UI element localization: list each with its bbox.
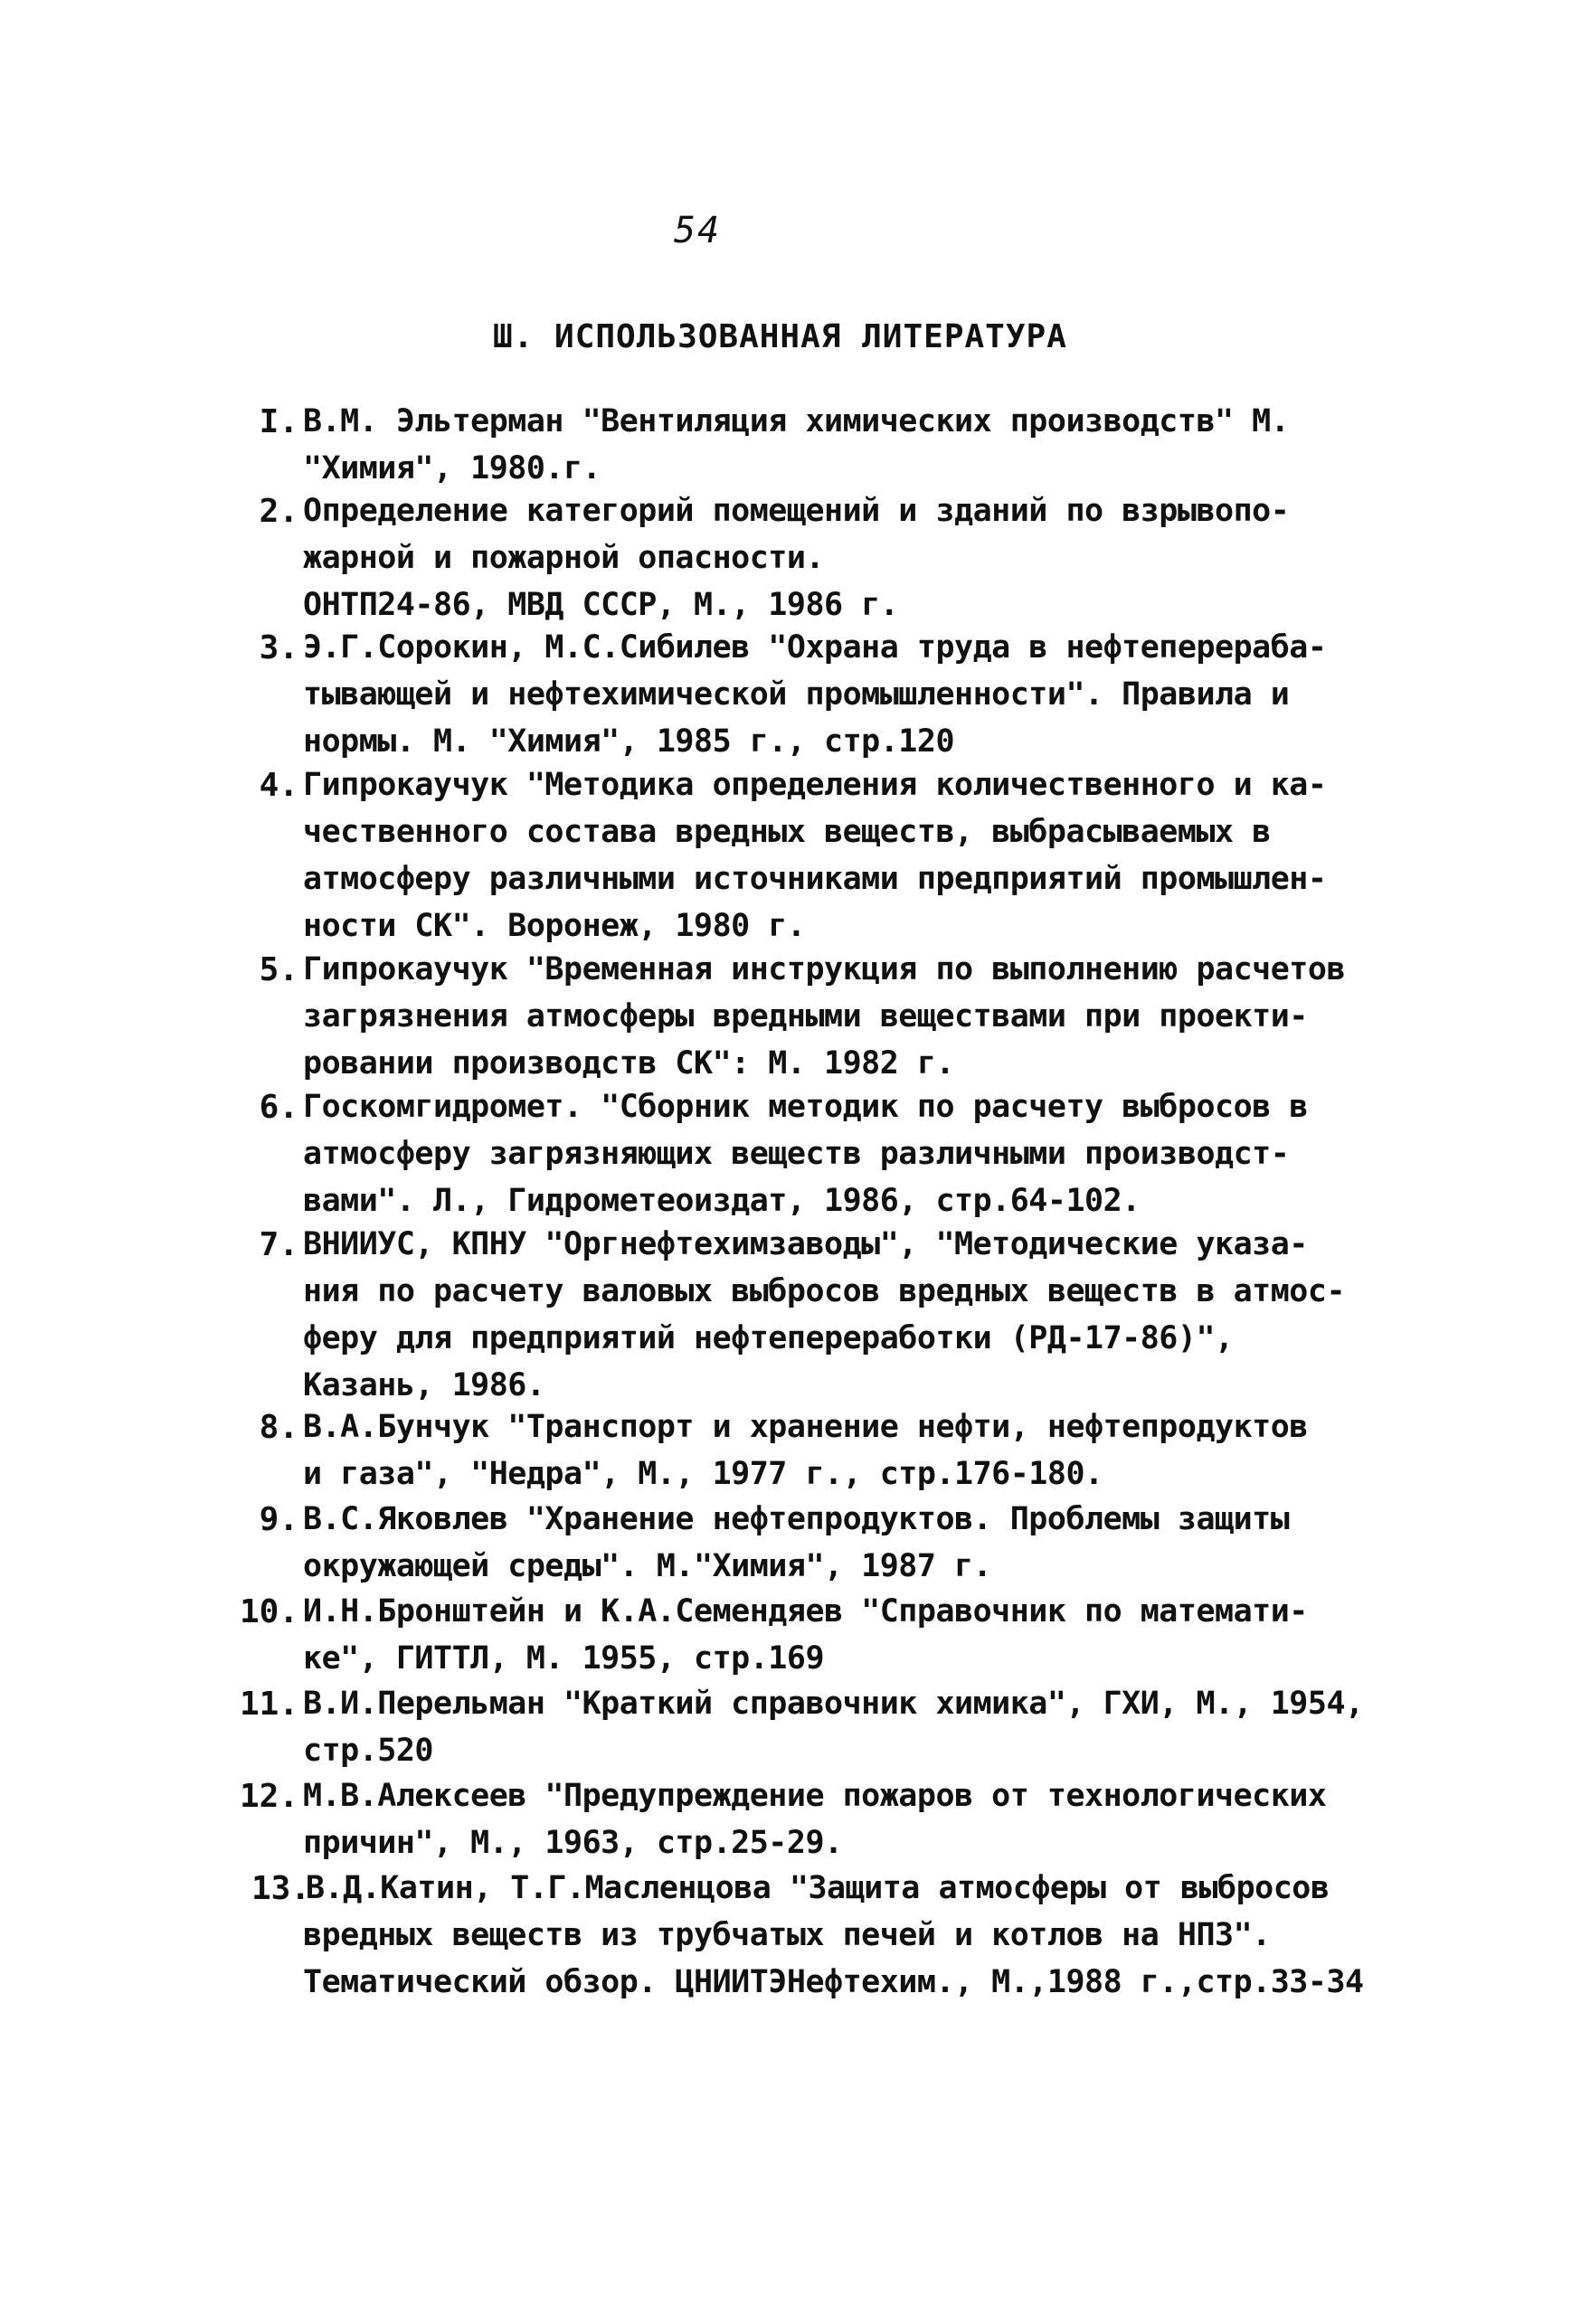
- reference-number: 2.: [259, 493, 298, 530]
- reference-line: Казань, 1986.: [303, 1367, 545, 1403]
- reference-line: В.Д.Катин, Т.Г.Масленцова "Защита атмосферы от выбросов: [306, 1870, 1330, 1906]
- reference-number: 7.: [259, 1226, 298, 1263]
- reference-line: Госкомгидромет. "Сборник методик по расчету выбросов в: [303, 1089, 1308, 1125]
- reference-number: 12.: [239, 1778, 298, 1815]
- reference-number: 3.: [259, 629, 298, 666]
- reference-line: стр.520: [303, 1733, 434, 1769]
- reference-line: нормы. М. "Химия", 1985 г., стр.120: [303, 723, 955, 760]
- reference-line: атмосферу различными источниками предприятий промышлен-: [303, 861, 1327, 897]
- reference-line: Гипрокаучук "Временная инструкция по выполнению расчетов: [303, 951, 1346, 987]
- reference-line: тывающей и нефтехимической промышленности". Правила и: [303, 676, 1290, 713]
- reference-line: атмосферу загрязняющих веществ различными производст-: [303, 1136, 1290, 1172]
- reference-line: окружающей среды". М."Химия", 1987 г.: [303, 1548, 992, 1584]
- reference-number: 9.: [259, 1501, 298, 1538]
- reference-line: чественного состава вредных веществ, выбрасываемых в: [303, 814, 1271, 850]
- reference-number: 6.: [259, 1089, 298, 1126]
- reference-line: В.С.Яковлев "Хранение нефтепродуктов. Проблемы защиты: [303, 1501, 1290, 1537]
- reference-line: ровании производств СК": М. 1982 г.: [303, 1045, 955, 1082]
- reference-line: вредных веществ из трубчатых печей и котлов на НПЗ".: [303, 1917, 1271, 1953]
- reference-number: 5.: [259, 951, 298, 988]
- reference-line: В.И.Перельман "Краткий справочник химика", ГХИ, М., 1954,: [303, 1686, 1364, 1722]
- reference-line: ОНТП24-86, МВД СССР, М., 1986 г.: [303, 587, 899, 623]
- reference-line: Гипрокаучук "Методика определения количественного и ка-: [303, 767, 1327, 803]
- reference-line: феру для предприятий нефтепереработки (РД-17-86)",: [303, 1320, 1234, 1356]
- reference-number: 8.: [259, 1409, 298, 1446]
- reference-line: В.М. Эльтерман "Вентиляция химических производств" М.: [303, 403, 1290, 439]
- reference-line: причин", М., 1963, стр.25-29.: [303, 1825, 843, 1861]
- reference-line: жарной и пожарной опасности.: [303, 540, 825, 576]
- reference-number: I.: [259, 403, 298, 440]
- reference-line: М.В.Алексеев "Предупреждение пожаров от технологических: [303, 1778, 1327, 1814]
- reference-line: В.А.Бунчук "Транспорт и хранение нефти, нефтепродуктов: [303, 1409, 1308, 1445]
- reference-line: ности СК". Воронеж, 1980 г.: [303, 908, 806, 944]
- reference-line: Определение категорий помещений и зданий по взрывопо-: [303, 493, 1290, 529]
- reference-line: вами". Л., Гидрометеоиздат, 1986, стр.64-102.: [303, 1183, 1141, 1219]
- reference-number: 4.: [259, 767, 298, 804]
- reference-line: и газа", "Недра", М., 1977 г., стр.176-180.: [303, 1456, 1103, 1492]
- reference-line: загрязнения атмосферы вредными веществами при проекти-: [303, 998, 1308, 1034]
- reference-line: Э.Г.Сорокин, М.С.Сибилев "Охрана труда в нефтеперераба-: [303, 629, 1327, 666]
- reference-number: 13.: [251, 1870, 311, 1907]
- reference-number: 11.: [239, 1686, 298, 1723]
- page-number: 54: [674, 210, 722, 251]
- reference-line: ния по расчету валовых выбросов вредных веществ в атмос-: [303, 1273, 1346, 1309]
- reference-number: 10.: [239, 1593, 298, 1630]
- reference-line: "Химия", 1980.г.: [303, 450, 601, 487]
- section-title: Ш. ИСПОЛЬЗОВАННАЯ ЛИТЕРАТУРА: [493, 318, 1067, 355]
- reference-line: ке", ГИТТЛ, М. 1955, стр.169: [303, 1640, 825, 1677]
- reference-line: И.Н.Бронштейн и К.А.Семендяев "Справочник по математи-: [303, 1593, 1308, 1630]
- reference-line: ВНИИУС, КПНУ "Оргнефтехимзаводы", "Методические указа-: [303, 1226, 1308, 1262]
- reference-line: Тематический обзор. ЦНИИТЭНефтехим., М.,1988 г.,стр.33-34: [303, 1964, 1364, 2000]
